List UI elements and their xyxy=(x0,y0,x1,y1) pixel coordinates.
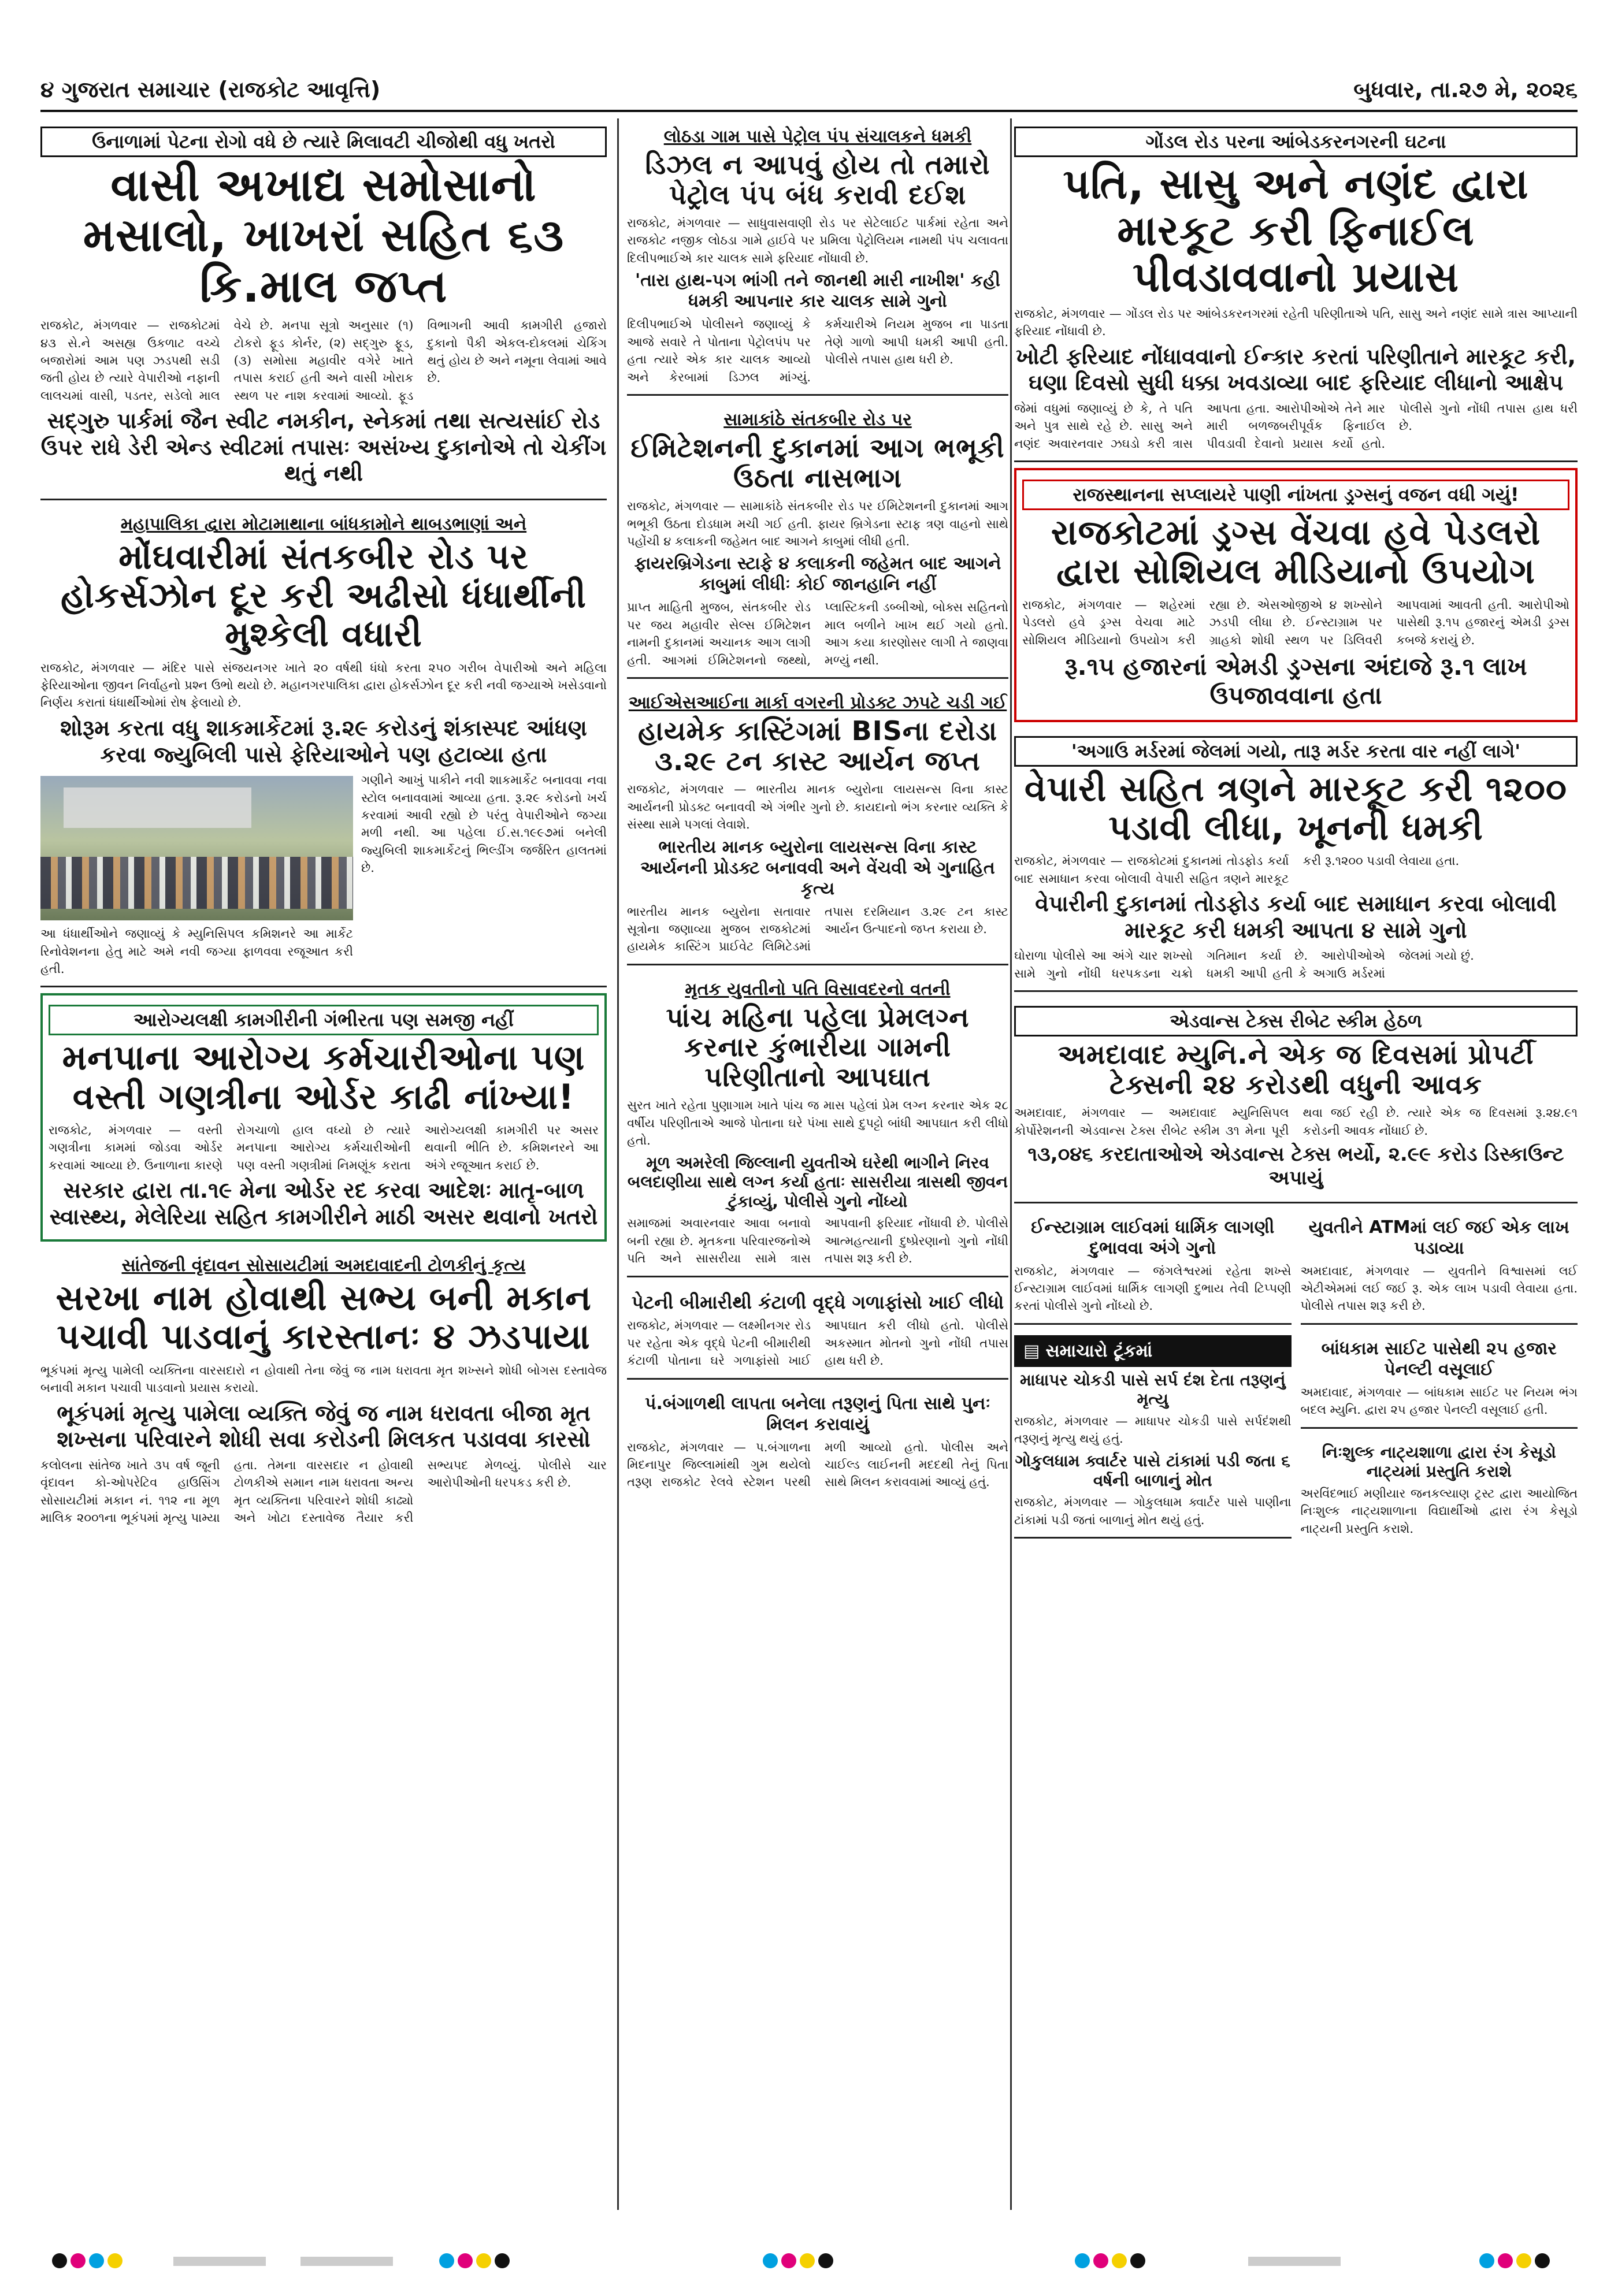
subheadline: 'તારા હાથ-પગ ભાંગી તને જાનથી મારી નાખીશ' કહી ધમકી આપનાર કાર ચાલક સામે ગુનો xyxy=(635,270,1000,312)
article-body: ગણીને આખું પાકીને નવી શાકમાર્કેટ બનાવવા નવા સ્ટોલ બનાવવામાં આવ્યા હતા. રૂ.૨૯ કરોડનો ખર્ચ કરવામાં આવી રહ્યો છે પરંતુ વેપારીઓને જગ્યા મળી નથી. આ પહેલા ઈ.સ.૧૯૯૭માં બનેલી જ્યુબિલી શાકમાર્કેટનું ભિલ્ડીંગ જર્જરિત હાલતમાં છે. xyxy=(361,773,607,875)
headline: પતિ, સાસુ અને નણંદ દ્વારા મારકૂટ કરી ફિનાઈલ પીવડાવવાનો પ્રયાસ xyxy=(1063,159,1529,302)
story-theatre-school xyxy=(1301,1435,1578,1546)
badge-label: સમાચારો ટૂંકમાં xyxy=(1045,1340,1153,1361)
color-dots xyxy=(1075,2253,1145,2268)
subheadline: ભારતીય માનક બ્યુરોના લાયસન્સ વિના કાસ્ટ આર્યનની પ્રોડક્ટ બનાવવી અને વેંચવી એ ગુનાહિત કૃત્ય xyxy=(640,837,995,899)
story-merchant-assault xyxy=(1014,728,1578,992)
article-lead: ભૂકંપમાં મૃત્યુ પામેલી વ્યક્તિના વારસદારો ન હોવાથી તેના જેવું જ નામ ધરાવતા મૃત શખ્સને શોધી બોગસ દસ્તાવેજ બનાવી મકાન પચાવી પાડવાનો પ્રયાસ કરાયો. xyxy=(40,1363,607,1395)
article-body: રાજકોટ, મંગળવાર — ગોકુલધામ ક્વાર્ટર પાસે પાણીના ટાંકામાં પડી જતાં બાળાનું મોત થયું હતું. xyxy=(1014,1495,1292,1527)
headline: વાસી અખાદ્ય સમોસાનો મસાલો, ખાખરાં સહિત ૬૩ કિ.માલ જપ્ત xyxy=(83,159,565,313)
article-body: રાજકોટ, મંગળવાર — સામાકાંઠે સંતકબીર રોડ પર ઈમિટેશનની દુકાનમાં આગ ભભૂકી ઉઠતા દોડધામ મચી ગઈ હતી. ફાયર બ્રિગેડના સ્ટાફ ત્રણ વાહનો સાથે પહોંચી ૪ કલાકની જહેમત બાદ આગને કાબુમાં લીધી હતી. xyxy=(627,499,1008,548)
news-brief-badge xyxy=(1014,1335,1292,1367)
headline: પં.બંગાળથી લાપતા બનેલા તરૂણનું પિતા સાથે પુનઃ મિલન કરાવાયું xyxy=(644,1393,990,1435)
subheadline: મૂળ અમરેલી જિલ્લાની યુવતીએ ઘરેથી ભાગીને નિરવ બલદાણીયા સાથે લગ્ન કર્યા હતાઃ સાસરીયા ત્રાસથી જીવન ટુંકાવ્યું, પોલીસે ગુનો નોંધ્યો xyxy=(627,1153,1008,1211)
story-drugs-social-media xyxy=(1014,468,1578,722)
kicker: સાંતેજની વૃંદાવન સોસાયટીમાં અમદાવાદની ટોળકીનું કૃત્ય xyxy=(121,1255,526,1276)
headline: યુવતીને ATMમાં લઈ જઈ એક લાખ પડાવ્યા xyxy=(1308,1217,1569,1258)
column-right xyxy=(1014,118,1578,1551)
article-body: રાજકોટ, મંગળવાર — ભારતીય માનક બ્યુરોના લાયસન્સ વિના કાસ્ટ આર્યનની પ્રોડક્ટ બનાવવી એ ગંભીર ગુનો છે. કાયદાનો ભંગ કરનાર વ્યક્તિ કે સંસ્થા સામે પગલાં લેવાશે. xyxy=(627,782,1008,832)
article-body: રાજકોટ, મંગળવાર — ગોંડલ રોડ પર આંબેડકરનગરમાં રહેતી પરિણીતાએ પતિ, સાસુ અને નણંદ સામે ત્રાસ આપ્યાની ફરિયાદ નોંધાવી છે. xyxy=(1014,306,1578,339)
subheadline: સરકાર દ્વારા તા.૧૯ મેના ઓર્ડર રદ કરવા આદેશઃ માતૃ-બાળ સ્વાસ્થ્ય, મેલેરિયા સહિત કામગીરીને માઠી અસર થવાનો ખતરો xyxy=(49,1177,598,1229)
article-body: અમદાવાદ, મંગળવાર — બાંધકામ સાઈટ પર નિયમ ભંગ બદલ મ્યુનિ. દ્વારા ૨૫ હજાર પેનલ્ટી વસૂલાઈ હતી. xyxy=(1300,1385,1578,1417)
story-instagram-live xyxy=(1014,1209,1292,1325)
kicker: એડવાન્સ ટેક્સ રીબેટ સ્કીમ હેઠળ xyxy=(1014,1006,1578,1036)
headline: પેટની બીમારીથી કંટાળી વૃદ્ધે ગળાફાંસો ખાઈ લીધો xyxy=(631,1291,1004,1313)
subheadline: શોરૂમ કરતા વધુ શાકમાર્કેટમાં રૂ.૨૯ કરોડનું શંકાસ્પદ આંધણ કરવા જ્યુબિલી પાસે ફેરિયાઓને પણ હટાવ્યા હતા xyxy=(60,715,587,767)
article-body: રાજકોટ, મંગળવાર — શહેરમાં પેડલરો હવે ડ્રગ્સ વેચવા માટે સોશિયલ મીડિયાનો ઉપયોગ કરી રહ્યા છે. એસઓજીએ ૪ શખ્સોને ઝડપી લીધા છે. ઈન્સ્ટાગ્રામ પર ગ્રાહકો શોધી સ્થળ પર ડિલિવરી આપવામાં આવતી હતી. આરોપીઓ પાસેથી રૂ.૧૫ હજારનું એમડી ડ્રગ્સ કબજે કરાયું છે. xyxy=(1022,597,1569,647)
article-body: રાજકોટ, મંગળવાર — સાધુવાસવાણી રોડ પર સેટેલાઈટ પાર્કમાં રહેતા અને રાજકોટ નજીક લોઠડા ગામે હાઈવે પર પ્રમિલા પેટ્રોલિયમ નામથી પંપ ચલાવતા દિલીપભાઈએ કાર ચાલક સામે ફરિયાદ નોંધાવી છે. xyxy=(627,216,1008,265)
subheadline: ખોટી ફરિયાદ નોંધાવવાનો ઈન્કાર કરતાં પરિણીતાને મારકૂટ કરી, ઘણા દિવસો સુધી ધક્કા ખવડાવ્યા બાદ ફરિયાદ લીધાનો આક્ષેપ xyxy=(1015,343,1576,396)
story-suicide-kumbhariya xyxy=(627,971,1008,1277)
article-body: રાજકોટ, મંગળવાર — રાજકોટમાં ૪૩ સે.ને અસહ્ય ઉકળાટ વચ્ચે બજારોમાં આમ પણ ઝડપથી સડી જતી હોય છે ત્યારે વેપારીઓ નફાની લાલચમાં વાસી, પડતર, સડેલો માલ વેચે છે. મનપા સૂત્રો અનુસાર (૧) ટોકરો ફૂડ કોર્નર, (૨) સદ્ગુરુ ફૂડ, (૩) સમોસા મહાવીર વગેરે ખાતે તપાસ કરાઈ હતી અને વાસી ખોરાક સ્થળ પર નાશ કરવામાં આવ્યો. ફૂડ વિભાગની આવી કામગીરી હજારો દુકાનો પૈકી એકલ-દોકલમાં ચેકિંગ થતું હોય છે અને નમૂના લેવામાં આવે છે. xyxy=(40,318,607,403)
masthead-date: બુધવાર, તા.૨૭ મે, ૨૦૨૬ xyxy=(1353,76,1578,102)
headline: માધાપર ચોકડી પાસે સર્પ દંશ દેતા તરૂણનું મૃત્યુ xyxy=(1019,1370,1286,1409)
article-body: રાજકોટ, મંગળવાર — વસ્તી ગણત્રીના કામમાં જોડવા ઓર્ડર કરવામાં આવ્યા છે. ઉનાળાના કારણે રોગચાળો હાલ વધ્યો છે ત્યારે મનપાના આરોગ્ય કર્મચારીઓની પણ વસ્તી ગણત્રીમાં નિમણૂંક કરાતા આરોગ્યલક્ષી કામગીરી પર અસર થવાની ભીતિ છે. કમિશનરને આ અંગે રજૂઆત કરાઈ છે. xyxy=(49,1123,599,1172)
headline: પાંચ મહિના પહેલા પ્રેમલગ્ન કરનાર કુંભારીયા ગામની પરિણીતાનો આપઘાત xyxy=(666,1001,970,1093)
story-elderly-suicide xyxy=(627,1283,1008,1380)
headline: ડિઝલ ન આપવું હોય તો તમારો પેટ્રોલ પંપ બંધ કરાવી દઈશ xyxy=(645,149,990,210)
headline: સરખા નામ હોવાથી સભ્ય બની મકાન પચાવી પાડવાનું કારસ્તાનઃ ૪ ઝડપાયા xyxy=(55,1278,592,1358)
masthead-left: ૪ ગુજરાત સમાચાર (રાજકોટ આવૃત્તિ) xyxy=(40,76,381,102)
masthead xyxy=(40,69,1578,112)
subheadline: સદ્ગુરુ પાર્કમાં જૈન સ્વીટ નમકીન, સ્નેકમાં તથા સત્યસાંઈ રોડ ઉપર રાધે ડેરી એન્ડ સ્વીટમાં તપાસઃ અસંખ્ય દુકાનોએ તો ચેકીંગ થતું નથી xyxy=(40,408,607,486)
article-body: રાજકોટ, મંગળવાર — પ.બંગાળના મિદનાપુર જિલ્લામાંથી ગુમ થયેલો તરૂણ રાજકોટ રેલવે સ્ટેશન પરથી મળી આવ્યો હતો. પોલીસ અને ચાઈલ્ડ લાઈનની મદદથી તેનું પિતા સાથે મિલન કરાવવામાં આવ્યું હતું. xyxy=(627,1440,1008,1489)
news-photo-crowd xyxy=(40,776,353,920)
news-in-brief xyxy=(1014,1331,1292,1539)
kicker: લોઠડા ગામ પાસે પેટ્રોલ પંપ સંચાલકને ધમકી xyxy=(663,127,972,147)
article-body: દિલીપભાઈએ પોલીસને જણાવ્યું કે આજે સવારે તે પોતાના પેટ્રોલપંપ પર હતા ત્યારે એક કાર ચાલક આવ્યો અને કેરબામાં ડિઝલ માંગ્યું. કર્મચારીએ નિયમ મુજબ ના પાડતા તેણે ગાળો આપી ધમકી આપી હતી. પોલીસે તપાસ હાથ ધરી છે. xyxy=(627,317,1008,384)
article-body: ઘોરાળા પોલીસે આ અંગે ચાર શખ્સો સામે ગુનો નોંધી ધરપકડના ચક્રો ગતિમાન કર્યા છે. આરોપીઓએ ધમકી આપી હતી કે અગાઉ મર્ડરમાં જેલમાં ગયો છું. xyxy=(1014,949,1474,980)
article-body: રાજકોટ, મંગળવાર — માધાપર ચોકડી પાસે સર્પદંશથી તરૂણનું મૃત્યુ થયું હતું. xyxy=(1014,1414,1292,1446)
story-bis-raid xyxy=(627,685,1008,965)
subheadline: ફાયરબ્રિગેડના સ્ટાફે ૪ કલાકની જહેમત બાદ આગને કાબુમાં લીધીઃ કોઈ જાનહાનિ નહીં xyxy=(634,553,1001,595)
newspaper-icon: ▤ xyxy=(1023,1340,1040,1361)
story-property-tax xyxy=(1014,998,1578,1203)
kicker: ગોંડલ રોડ પરના આંબેડકરનગરની ઘટના xyxy=(1014,127,1578,157)
color-dots xyxy=(439,2253,510,2268)
story-ambedkarnagar xyxy=(1014,118,1578,462)
article-body: જેમાં વધુમાં જણાવ્યું છે કે, તે પતિ અને પુત્ર સાથે રહે છે. સાસુ અને નણંદ અવારનવાર ઝઘડો કરી ત્રાસ આપતા હતા. આરોપીઓએ તેને માર મારી બળજબરીપૂર્વક ફિનાઈલ પીવડાવી દેવાનો પ્રયાસ કર્યો હતો. પોલીસે ગુનો નોંધી તપાસ હાથ ધરી છે. xyxy=(1014,401,1578,451)
headline: અમદાવાદ મ્યુનિ.ને એક જ દિવસમાં પ્રોપર્ટી ટેક્સની ૨૪ કરોડથી વધુની આવક xyxy=(1057,1039,1534,1100)
headline: મનપાના આરોગ્ય કર્મચારીઓના પણ વસ્તી ગણત્રીના ઓર્ડર કાઢી નાંખ્યા! xyxy=(62,1038,585,1117)
kicker: સામાકાંઠે સંતકબીર રોડ પર xyxy=(723,410,912,430)
headline: મોંઘવારીમાં સંતકબીર રોડ પર હોકર્સઝોન દૂર કરી અઢીસો ધંધાર્થીની મુશ્કેલી વધારી xyxy=(61,537,587,655)
subheadline: વેપારીની દુકાનમાં તોડફોડ કર્યા બાદ સમાધાન કરવા બોલાવી મારકૂટ કરી ધમકી આપતા ૪ સામે ગુનો xyxy=(1035,890,1557,943)
color-dots xyxy=(52,2253,123,2268)
story-imitation-fire xyxy=(627,402,1008,679)
story-atm xyxy=(1301,1209,1578,1325)
article-body: રાજકોટ, મંગળવાર — જંગલેશ્વરમાં રહેતા શખ્સે ઈન્સ્ટાગ્રામ લાઈવમાં ધાર્મિક લાગણી દુભાય તેવી ટિપ્પણી કરતાં પોલીસે ગુનો નોંધ્યો છે. xyxy=(1014,1264,1292,1313)
article-lead: સુરત ખાતે રહેતા પુણાગામ ખાતે પાંચ જ માસ પહેલાં પ્રેમ લગ્ન કરનાર એક ૨૮ વર્ષીય પરિણીતાએ આજે પોતાના ઘરે પંખા સાથે દુપટ્ટો બાંધી આપઘાત કરી લીધો હતો. xyxy=(627,1098,1008,1148)
kicker: 'અગાઉ મર્ડરમાં જેલમાં ગયો, તારૂ મર્ડર કરતા વાર નહીં લાગે' xyxy=(1014,736,1578,767)
color-dots xyxy=(763,2253,833,2268)
photo-caption: આ ધંધાર્થીઓને જણાવ્યું કે મ્યુનિસિપલ કમિશનરે આ માર્કેટ રિનોવેશનના હેતુ માટે અમે નવી જગ્યા ફાળવવા રજૂઆત કરી હતી. xyxy=(40,927,353,976)
subheadline: રૂ.૧૫ હજારનાં એમડી ડ્રગ્સના અંદાજે રૂ.૧ લાખ ઉપજાવવાના હતા xyxy=(1064,652,1527,710)
color-dots xyxy=(1479,2253,1550,2268)
article-body: પ્રાપ્ત માહિતી મુજબ, સંતકબીર રોડ પર જય મહાવીર સેલ્સ ઈમિટેશન નામની દુકાનમાં અચાનક આગ લાગી હતી. આગમાં ઈમિટેશનનો જથ્થો, પ્લાસ્ટિકની ડબ્બીઓ, બોક્સ સહિતનો માલ બળીને ખાખ થઈ ગયો હતો. આગ કયા કારણોસર લાગી તે જાણવા મળ્યું નથી. xyxy=(627,600,1008,667)
headline: નિઃશુલ્ક નાટ્યશાળા દ્વારા રંગ કેસૂડો નાટ્યમાં પ્રસ્તુતિ કરાશે xyxy=(1322,1442,1556,1481)
story-vrundavan-society xyxy=(40,1247,607,1535)
column-rule xyxy=(617,118,619,2210)
kicker: આરોગ્યલક્ષી કામગીરીની ગંભીરતા પણ સમજી નહીં xyxy=(49,1005,599,1035)
article-body: રાજકોટ, મંગળવાર — લક્ષ્મીનગર રોડ પર રહેતા એક વૃદ્ધે પેટની બીમારીથી કંટાળી પોતાના ઘરે ગળાફાંસો ખાઈ આપઘાત કરી લીધો હતો. પોલીસે અકસ્માત મોતનો ગુનો નોંધી તપાસ હાથ ધરી છે. xyxy=(627,1318,1008,1368)
headline: બાંધકામ સાઈટ પાસેથી ૨૫ હજાર પેનલ્ટી વસૂલાઈ xyxy=(1321,1338,1557,1380)
article-body: અમદાવાદ, મંગળવાર — અમદાવાદ મ્યુનિસિપલ કોર્પોરેશનની એડવાન્સ ટેક્સ રીબેટ સ્કીમ ૩૧ મેના પૂરી થવા જઈ રહી છે. ત્યારે એક જ દિવસમાં રૂ.૨૪.૯૧ કરોડની આવક નોંધાઈ છે. xyxy=(1014,1106,1578,1138)
headline: હાયમેક કાસ્ટિંગમાં BISના દરોડા ૩.૨૯ ટન કાસ્ટ આર્યન જપ્ત xyxy=(637,715,998,777)
article-body: ભારતીય માનક બ્યુરોના સતાવાર સૂત્રોના જણાવ્યા મુજબ રાજકોટમાં હાયમેક કાસ્ટિંગ પ્રાઈવેટ લિમિટેડમાં તપાસ દરમિયાન ૩.૨૯ ટન કાસ્ટ આર્યન ઉત્પાદનો જપ્ત કરાયા છે. xyxy=(627,904,1008,954)
kicker: મહાપાલિકા દ્વારા મોટામાથાના બાંધકામોને થાબડભાણાં અને xyxy=(120,514,527,535)
column-rule xyxy=(1010,118,1012,2210)
article-body: રાજકોટ, મંગળવાર — રાજકોટમાં દુકાનમાં તોડફોડ કર્યા બાદ સમાધાન કરવા બોલાવી વેપારી સહિત ત્રણને મારકૂટ કરી રૂ.૧૨૦૦ પડાવી લેવાયા હતા. xyxy=(1014,854,1460,886)
subheadline: ૧૩,૦૪૬ કરદાતાઓએ એડવાન્સ ટેક્સ ભર્યો, ૨.૯૯ કરોડ ડિસ્કાઉન્ટ અપાયું xyxy=(1027,1142,1564,1190)
subheadline: ભૂકંપમાં મૃત્યુ પામેલા વ્યક્તિ જેવું જ નામ ધરાવતા બીજા મૃત શખ્સના પરિવારને શોધી સવા કરોડની મિલકત પડાવવા કારસો xyxy=(57,1400,591,1452)
headline: ગોકુલધામ ક્વાર્ટર પાસે ટાંકામાં પડી જતા ૬ વર્ષની બાળાનું મોત xyxy=(1015,1451,1290,1490)
column-left xyxy=(40,118,607,1540)
article-body: અમદાવાદ, મંગળવાર — યુવતીને વિશ્વાસમાં લઈ એટીએમમાં લઈ જઈ રૂ. એક લાખ પડાવી લેવાયા હતા. પોલીસે તપાસ શરૂ કરી છે. xyxy=(1300,1264,1578,1313)
story-construction-penalty xyxy=(1301,1331,1578,1429)
column-middle xyxy=(627,118,1008,1505)
story-petrol-pump xyxy=(627,118,1008,396)
kicker: રાજસ્થાનના સપ્લાયરે પાણી નાંખતા ડ્રગ્સનું વજન વધી ગયું! xyxy=(1022,480,1569,510)
print-registration-marks xyxy=(0,2253,1618,2276)
article-body: અરવિંદભાઈ મણીયાર જનકલ્યાણ ટ્રસ્ટ દ્વારા આયોજિત નિઃશુલ્ક નાટ્યશાળાના વિદ્યાર્થીઓ દ્વારા રંગ કેસૂડો નાટ્યની પ્રસ્તુતિ કરાશે. xyxy=(1300,1486,1578,1536)
headline: વેપારી સહિત ત્રણને મારકૂટ કરી ૧૨૦૦ પડાવી લીધા, ખૂનની ધમકી xyxy=(1025,768,1567,848)
kicker: આઈએસઆઈના માર્કા વગરની પ્રોડક્ટ ઝપટે ચડી ગઈ xyxy=(628,693,1007,714)
headline: રાજકોટમાં ડ્રગ્સ વેંચવા હવે પેડલરો દ્વારા સોશિયલ મીડિયાનો ઉપયોગ xyxy=(1051,512,1541,592)
kicker: મૃતક યુવતીનો પતિ વિસાવદરનો વતની xyxy=(685,979,951,1000)
article-body: સમાજમાં અવારનવાર આવા બનાવો બની રહ્યા છે. મૃતકના પરિવારજનોએ પતિ અને સાસરીયા સામે ત્રાસ આપવાની ફરિયાદ નોંધાવી છે. પોલીસે આત્મહત્યાની દુષ્પ્રેરણાનો ગુનો નોંધી તપાસ શરૂ કરી છે. xyxy=(627,1216,1008,1266)
kicker: ઉનાળામાં પેટના રોગો વધે છે ત્યારે મિલાવટી ચીજોથી વધુ ખતરો xyxy=(40,127,607,157)
story-missing-teen xyxy=(627,1385,1008,1499)
article-body: રાજકોટ, મંગળવાર — મંદિર પાસે સંજયનગર ખાતે ૨૦ વર્ષથી ધંધો કરતા ૨૫૦ ગરીબ વેપારીઓ અને મહિલા ફેરિયાઓના જીવન નિર્વાહનો પ્રશ્ન ઉભો થયો છે. મહાનગરપાલિકા દ્વારા હોકર્સઝોન દૂર કરી નવી જગ્યાએ ખસેડવાનો નિર્ણય કરાતાં ધંધાર્થીઓમાં રોષ ફેલાયો છે. xyxy=(40,660,607,710)
story-hawkers-zone xyxy=(40,506,607,987)
story-samosa xyxy=(40,118,607,500)
story-health-staff xyxy=(40,993,607,1242)
headline: ઈમિટેશનની દુકાનમાં આગ ભભૂકી ઉઠતા નાસભાગ xyxy=(630,432,1005,493)
headline: ઈન્સ્ટાગ્રામ લાઈવમાં ધાર્મિક લાગણી દુભાવવા અંગે ગુનો xyxy=(1031,1217,1275,1258)
article-body: કલોલના સાંતેજ ખાતે ૩૫ વર્ષ જૂની વૃંદાવન કો-ઓપરેટિવ હાઉસિંગ સોસાયટીમાં મકાન નં. ૧૧૨ ના મૂળ માલિક ૨૦૦૧ના ભૂકંપમાં મૃત્યુ પામ્યા હતા. તેમના વારસદાર ન હોવાથી ટોળકીએ સમાન નામ ધરાવતા અન્ય મૃત વ્યક્તિના પરિવારને શોધી કાઢ્યો અને ખોટા દસ્તાવેજ તૈયાર કરી સભ્યપદ મેળવ્યું. પોલીસે ચાર આરોપીઓની ધરપકડ કરી છે. xyxy=(40,1458,607,1525)
